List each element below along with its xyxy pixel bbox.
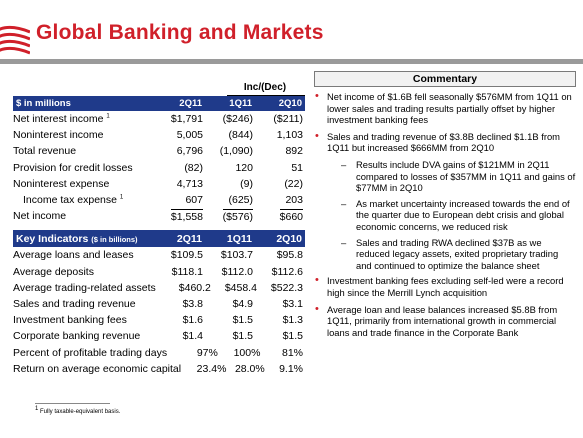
- left-tables: [13, 78, 305, 377]
- cell-value: [255, 145, 305, 157]
- table-row: [13, 344, 305, 360]
- cell-value: [167, 347, 220, 359]
- row-label-text: Average deposits: [13, 265, 94, 278]
- commentary-bullet: • Investment banking fees excluding self-led were a record high since the Merrill Lynch acquisition: [314, 275, 576, 298]
- cell-value: [143, 194, 205, 206]
- col-header: 2Q10: [276, 232, 302, 245]
- cell-value: [255, 266, 305, 278]
- cell-value: [255, 330, 305, 342]
- table-row: [13, 176, 305, 192]
- row-label-text: Average loans and leases: [13, 249, 134, 262]
- inc-dec-header: Inc/(Dec): [243, 82, 287, 93]
- row-label: [13, 129, 143, 141]
- cell-value: [143, 314, 205, 326]
- col-header: 2Q10: [278, 98, 302, 109]
- cell-text: $660: [279, 211, 303, 224]
- footnote: [35, 406, 120, 415]
- table-row: [13, 296, 305, 312]
- cell-text: (844): [228, 129, 253, 142]
- table-row: [13, 127, 305, 143]
- cell-text: 1,103: [276, 129, 303, 142]
- cell-value: [205, 249, 255, 261]
- row-label-text: Net interest income: [13, 113, 104, 126]
- row-label-text: Average trading-related assets: [13, 281, 156, 294]
- indicators-header-label: [13, 233, 143, 245]
- table-row: [13, 264, 305, 280]
- table-row: [13, 247, 305, 263]
- commentary-panel: [314, 71, 576, 343]
- table-row: [13, 143, 305, 159]
- cell-text: 6,796: [176, 145, 203, 158]
- cell-text: $103.7: [220, 249, 253, 262]
- cell-value: [213, 282, 259, 294]
- row-label: [13, 210, 143, 222]
- cell-text: $1.5: [282, 330, 303, 343]
- cell-text: $118.1: [171, 265, 203, 278]
- cell-text: $112.6: [271, 265, 303, 278]
- commentary-bullet: • Average loan and lease balances increased $5.8B from 1Q11, primarily from international growth in commercial loans and trade finance in the Corporate Bank: [314, 304, 576, 339]
- cell-text: $1.5: [232, 330, 253, 343]
- cell-value: [156, 282, 213, 294]
- cell-text: $1.5: [232, 314, 253, 327]
- row-label-text: Return on average economic capital: [13, 362, 182, 375]
- row-label: [13, 347, 167, 359]
- cell-text: 100%: [233, 346, 261, 359]
- table-row: [13, 111, 305, 127]
- indicators-unit: ($ in billions): [91, 234, 138, 244]
- cell-value: [143, 266, 205, 278]
- row-label: [13, 282, 156, 294]
- footnote-marker: 1: [106, 113, 110, 120]
- cell-value: [255, 314, 305, 326]
- footnote-rule: [35, 403, 110, 404]
- row-label-text: Sales and trading revenue: [13, 297, 136, 310]
- cell-text: (9): [240, 177, 253, 190]
- cell-value: [205, 209, 255, 223]
- row-label: [13, 298, 143, 310]
- cell-text: 28.0%: [234, 362, 265, 375]
- row-label-text: Investment banking fees: [13, 314, 127, 327]
- row-label: [13, 162, 143, 174]
- row-label: [13, 330, 143, 342]
- financials-header: [13, 96, 305, 111]
- footnote-text: Fully taxable-equivalent basis.: [40, 409, 121, 415]
- col-header: 1Q11: [229, 98, 252, 109]
- inc-dec-underline: [227, 95, 305, 96]
- cell-value: [255, 113, 305, 125]
- commentary-body: [314, 91, 576, 338]
- cell-value: [255, 162, 305, 174]
- footnote-marker: 1: [119, 194, 124, 201]
- table-row: [13, 361, 305, 377]
- page-title: Global Banking and Markets: [36, 21, 324, 44]
- cell-value: [255, 178, 305, 190]
- cell-text: 5,005: [176, 129, 203, 142]
- cell-text: 607: [185, 194, 203, 207]
- cell-text: $3.8: [182, 297, 203, 310]
- cell-value: [255, 249, 305, 261]
- cell-value: [267, 363, 305, 375]
- cell-value: [205, 194, 255, 206]
- cell-text: $112.0: [221, 265, 253, 278]
- cell-text: $95.8: [276, 249, 303, 262]
- cell-text: 51: [291, 161, 303, 174]
- commentary-sub-bullet: – Results include DVA gains of $121MM in 2Q11 compared to losses of $357MM in 1Q11 and gains of $77MM in 2Q10: [314, 159, 576, 194]
- cell-value: [205, 113, 255, 125]
- financials-unit-label: $ in millions: [16, 98, 71, 109]
- table-row: [13, 312, 305, 328]
- cell-value: [143, 249, 205, 261]
- cell-value: [143, 162, 205, 174]
- financials-rows: [13, 111, 305, 224]
- table-row: [13, 280, 305, 296]
- cell-text: $1.6: [182, 314, 203, 327]
- cell-value: [143, 129, 205, 141]
- cell-text: $1,791: [170, 113, 203, 126]
- cell-text: (1,090): [219, 145, 253, 158]
- cell-text: (625): [228, 194, 253, 207]
- indicators-rows: [13, 247, 305, 377]
- cell-text: 120: [235, 161, 253, 174]
- row-label-text: Provision for credit losses: [13, 161, 133, 174]
- cell-text: ($211): [273, 113, 303, 126]
- cell-text: $460.2: [178, 281, 211, 294]
- cell-text: $109.5: [170, 249, 203, 262]
- table-row: [13, 160, 305, 176]
- row-label-text: Noninterest expense: [13, 177, 110, 190]
- cell-text: $1.4: [182, 330, 203, 343]
- indicators-title: Key Indicators: [16, 232, 89, 245]
- cell-text: 23.4%: [196, 362, 227, 375]
- cell-value: [205, 330, 255, 342]
- row-label-text: Percent of profitable trading days: [13, 346, 168, 359]
- row-label: [13, 314, 143, 326]
- cell-value: [205, 162, 255, 174]
- cell-text: $458.4: [224, 281, 257, 294]
- cell-value: [255, 129, 305, 141]
- table-row: [13, 192, 305, 208]
- cell-text: 4,713: [176, 177, 203, 190]
- row-label: [13, 363, 181, 375]
- cell-value: [205, 145, 255, 157]
- cell-text: 81%: [282, 346, 304, 359]
- cell-value: [220, 347, 263, 359]
- cell-value: [143, 330, 205, 342]
- cell-value: [181, 363, 228, 375]
- cell-value: [205, 314, 255, 326]
- footnote-marker: 1: [35, 406, 39, 412]
- commentary-header: Commentary: [314, 71, 576, 87]
- row-label-text: Total revenue: [13, 145, 77, 158]
- cell-text: 97%: [196, 346, 218, 359]
- inc-dec-group: [13, 78, 305, 96]
- row-label-text: Net income: [13, 210, 67, 223]
- row-label: [13, 178, 143, 190]
- cell-text: $522.3: [270, 281, 304, 294]
- cell-value: [228, 363, 266, 375]
- bank-flag-logo-icon: [0, 22, 30, 56]
- cell-text: 9.1%: [279, 362, 304, 375]
- col-header: 2Q11: [179, 98, 202, 109]
- cell-value: [255, 194, 305, 206]
- commentary-sub-bullet: – Sales and trading RWA declined $37B as we reduced legacy assets, exited proprietary trading and continued to optimize the balance sheet: [314, 237, 576, 272]
- row-label: [13, 113, 143, 125]
- commentary-sub-bullet: – As market uncertainty increased towards the end of the quarter due to European debt crisis and global economic concerns, we reduced risk: [314, 198, 576, 233]
- cell-value: [143, 178, 205, 190]
- cell-text: (22): [284, 177, 303, 190]
- commentary-bullet: • Sales and trading revenue of $3.8B declined $1.1B from 1Q11 but increased $666MM from 2Q10: [314, 131, 576, 154]
- row-label: [13, 249, 143, 261]
- cell-value: [262, 347, 305, 359]
- cell-value: [255, 298, 305, 310]
- cell-value: [143, 145, 205, 157]
- cell-value: [205, 129, 255, 141]
- cell-text: ($246): [222, 113, 253, 126]
- cell-value: [143, 298, 205, 310]
- cell-text: ($576): [222, 211, 253, 224]
- row-label-text: Noninterest income: [13, 129, 104, 142]
- cell-text: 203: [285, 194, 303, 207]
- row-label: [13, 266, 143, 278]
- row-label: [13, 194, 143, 206]
- cell-text: $1,558: [170, 211, 203, 224]
- cell-value: [255, 209, 305, 223]
- cell-value: [143, 209, 205, 223]
- cell-value: [205, 298, 255, 310]
- cell-text: $4.9: [232, 297, 253, 310]
- table-row: [13, 208, 305, 224]
- cell-text: 892: [285, 145, 303, 158]
- table-row: [13, 328, 305, 344]
- col-header: 2Q11: [176, 232, 202, 245]
- cell-value: [143, 113, 205, 125]
- col-header: 1Q11: [226, 232, 252, 245]
- row-label-text: Income tax expense: [23, 194, 117, 207]
- indicators-header: [13, 230, 305, 247]
- cell-text: $1.3: [282, 314, 303, 327]
- cell-text: (82): [184, 161, 203, 174]
- row-label: [13, 145, 143, 157]
- commentary-bullet: • Net income of $1.6B fell seasonally $576MM from 1Q11 on lower sales and trading results partially offset by higher investment banking fees: [314, 91, 576, 126]
- cell-value: [259, 282, 305, 294]
- cell-value: [205, 178, 255, 190]
- title-rule: [0, 59, 583, 64]
- cell-text: $3.1: [282, 297, 303, 310]
- cell-value: [205, 266, 255, 278]
- row-label-text: Corporate banking revenue: [13, 330, 141, 343]
